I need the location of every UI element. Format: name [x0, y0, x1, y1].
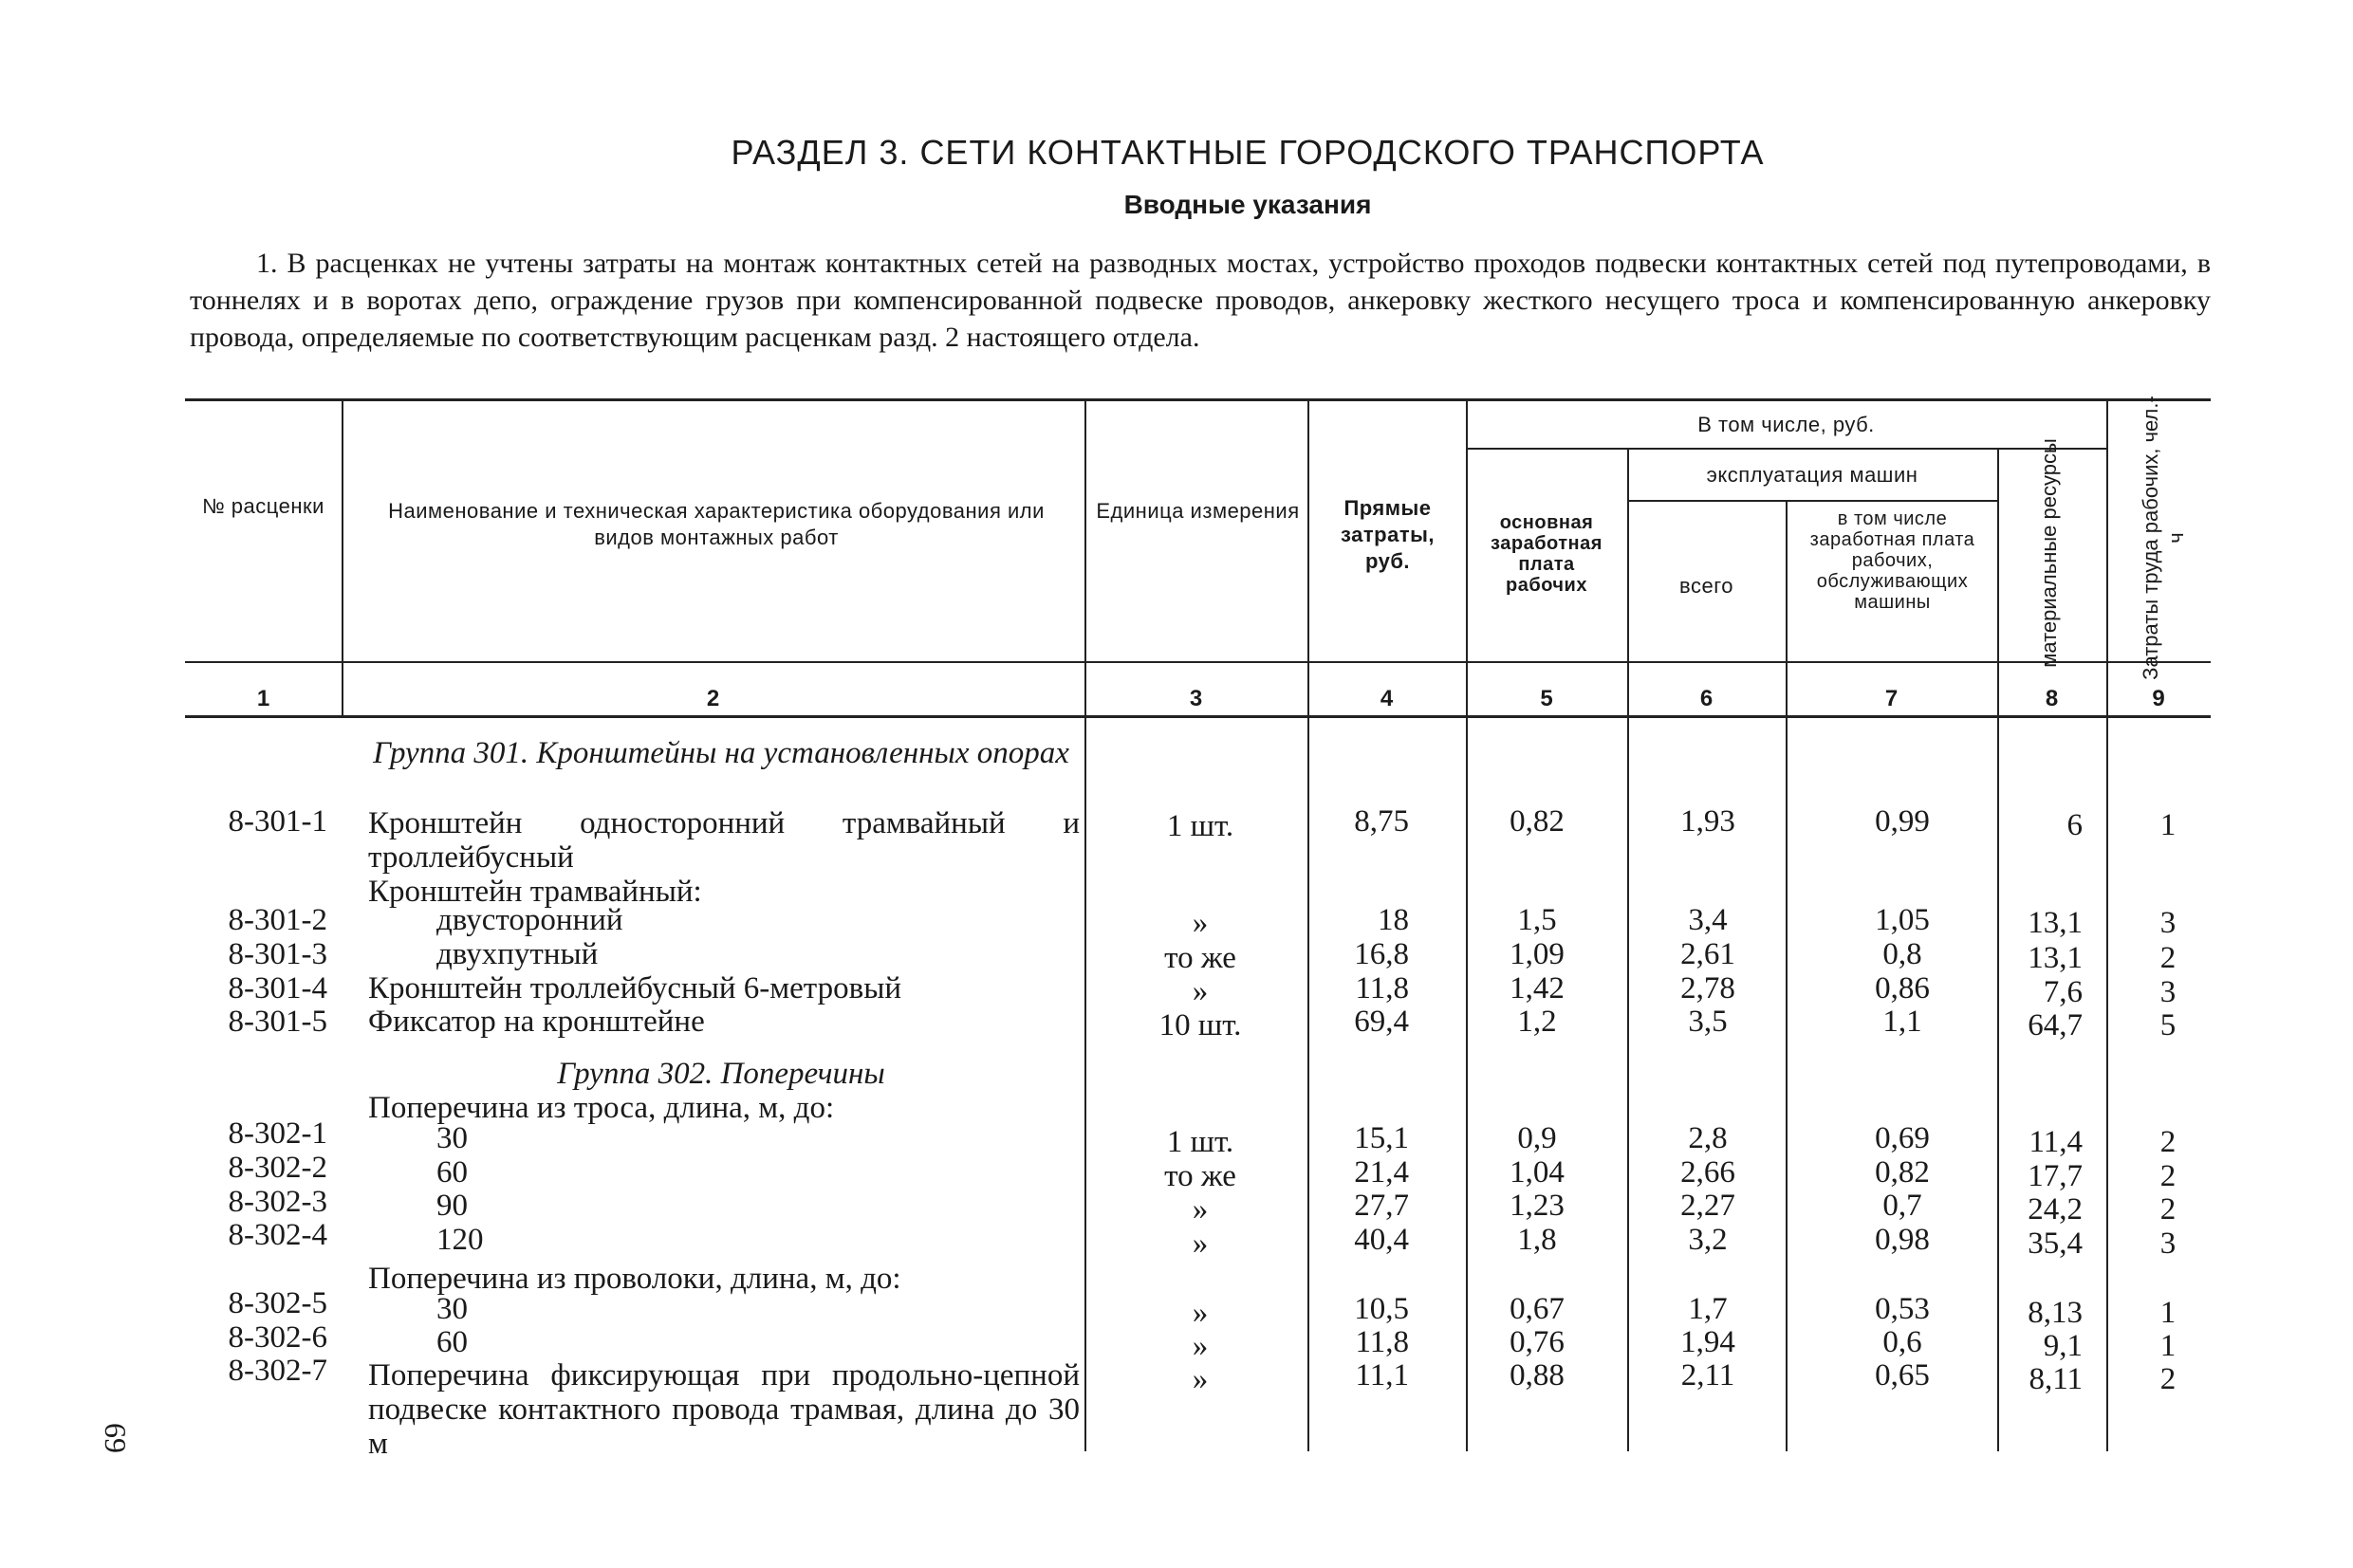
- colnum: 4: [1380, 686, 1394, 711]
- row-unit: »: [1192, 1362, 1209, 1396]
- row-wages: 1,04: [1510, 1155, 1565, 1190]
- row-code: 8-301-5: [228, 1005, 327, 1039]
- row-unit: »: [1192, 1329, 1209, 1363]
- row-direct-cost: 11,8: [1355, 971, 1409, 1005]
- header-col5: основная заработная плата рабочих: [1491, 512, 1603, 596]
- row-direct-cost: 8,75: [1354, 804, 1409, 839]
- row-wages: 1,23: [1510, 1189, 1565, 1223]
- intro-paragraph: 1. В расценках не учтены затраты на монтаж контактных сетей на разводных мостах, устройство проходов подвески контактных сетей под путепроводами, в тоннелях и в воротах депо, ограждение грузов при компенсированной подвеске проводов, анкеровку жесткого несущего троса и компенсированную анкеровку провода, определяемые по соответствующим расценкам разд. 2 настоящего отдела.: [190, 248, 2211, 353]
- row-code: 8-302-5: [228, 1286, 327, 1320]
- row-machines-total: 2,61: [1680, 937, 1735, 971]
- row-unit: 1 шт.: [1166, 1125, 1234, 1159]
- row-unit: 1 шт.: [1166, 809, 1234, 843]
- row-code: 8-302-1: [228, 1116, 327, 1151]
- row-materials: 17,7: [2028, 1159, 2083, 1193]
- subheading-cable-crossbar: Поперечина из троса, длина, м, до:: [368, 1091, 835, 1125]
- table-top-rule: [185, 398, 2211, 401]
- row-machines-wages: 0,53: [1875, 1292, 1930, 1326]
- row-direct-cost: 10,5: [1354, 1292, 1409, 1326]
- row-materials: 6: [2066, 808, 2083, 842]
- colnum: 8: [2045, 686, 2059, 711]
- row-wages: 1,09: [1510, 937, 1565, 971]
- header-col8: материальные ресурсы: [2037, 438, 2061, 668]
- colnum-bottom-rule: [185, 715, 2211, 718]
- row-name: 60: [436, 1325, 468, 1359]
- colnum: 7: [1884, 686, 1899, 711]
- row-name: двусторонний: [436, 903, 623, 937]
- colnum: 2: [706, 686, 720, 711]
- row-materials: 8,11: [2029, 1362, 2083, 1396]
- header-col1: № расценки: [202, 494, 324, 518]
- vrule: [1084, 398, 1086, 715]
- colnum: 3: [1189, 686, 1203, 711]
- row-materials: 11,4: [2029, 1125, 2083, 1159]
- row-labor: 5: [2159, 1008, 2177, 1042]
- row-name: двухпутный: [436, 937, 599, 971]
- row-machines-wages: 0,8: [1882, 937, 1922, 971]
- row-unit: »: [1192, 1296, 1209, 1330]
- row-wages: 1,42: [1510, 971, 1565, 1005]
- row-labor: 2: [2159, 1159, 2177, 1193]
- row-labor: 2: [2159, 1192, 2177, 1227]
- row-machines-wages: 0,6: [1882, 1325, 1922, 1359]
- header-col4: Прямые затраты, руб.: [1340, 496, 1435, 573]
- row-code: 8-302-3: [228, 1185, 327, 1219]
- row-labor: 2: [2159, 1125, 2177, 1159]
- row-direct-cost: 69,4: [1354, 1005, 1409, 1039]
- row-machines-wages: 1,05: [1875, 903, 1930, 937]
- row-machines-total: 1,93: [1680, 804, 1735, 839]
- row-code: 8-302-2: [228, 1151, 327, 1185]
- subheading-wire-crossbar: Поперечина из проволоки, длина, м, до:: [368, 1262, 901, 1296]
- vrule: [1466, 715, 1468, 1451]
- row-wages: 1,8: [1517, 1223, 1557, 1257]
- header-col6: всего: [1679, 574, 1733, 598]
- header-machines: эксплуатация машин: [1706, 463, 1918, 487]
- row-labor: 3: [2159, 1227, 2177, 1261]
- row-code: 8-301-3: [228, 937, 327, 971]
- row-machines-total: 1,94: [1680, 1325, 1735, 1359]
- row-materials: 7,6: [2043, 975, 2083, 1009]
- vrule: [1997, 448, 1999, 715]
- row-machines-wages: 1,1: [1882, 1005, 1922, 1039]
- header-col9: Затраты труда рабочих, чел.-ч: [2139, 396, 2188, 680]
- row-machines-wages: 0,99: [1875, 804, 1930, 839]
- colnum: 1: [256, 686, 270, 711]
- row-unit: то же: [1164, 1159, 1236, 1193]
- row-unit: »: [1192, 1227, 1209, 1261]
- row-machines-total: 3,2: [1688, 1223, 1728, 1257]
- row-labor: 1: [2159, 808, 2177, 842]
- row-labor: 1: [2159, 1296, 2177, 1330]
- row-unit: »: [1192, 974, 1209, 1008]
- header-col3: Единица измерения: [1096, 499, 1300, 523]
- row-labor: 3: [2159, 906, 2177, 940]
- incl-rule: [1466, 448, 2106, 450]
- row-code: 8-302-7: [228, 1354, 327, 1388]
- section-title: РАЗДЕЛ 3. СЕТИ КОНТАКТНЫЕ ГОРОДСКОГО ТРАНСПОРТА: [731, 133, 1765, 172]
- row-machines-wages: 0,69: [1875, 1121, 1930, 1155]
- row-wages: 1,5: [1517, 903, 1557, 937]
- row-labor: 2: [2159, 941, 2177, 975]
- row-direct-cost: 11,1: [1355, 1358, 1409, 1393]
- subheading-tram-bracket: Кронштейн трамвайный:: [368, 875, 702, 909]
- row-materials: 8,13: [2028, 1296, 2083, 1330]
- row-machines-total: 2,8: [1688, 1121, 1728, 1155]
- vrule: [342, 398, 343, 715]
- row-name: 30: [436, 1292, 468, 1326]
- row-wages: 0,76: [1510, 1325, 1565, 1359]
- row-wages: 0,9: [1517, 1121, 1557, 1155]
- row-name: 90: [436, 1189, 468, 1223]
- page-number: 69: [99, 1423, 133, 1453]
- row-name: Кронштейн троллейбусный 6-метровый: [368, 971, 902, 1005]
- header-col7: в том числе заработная плата рабочих, обслуживающих машины: [1809, 508, 1975, 613]
- row-materials: 9,1: [2043, 1329, 2083, 1363]
- row-wages: 0,88: [1510, 1358, 1565, 1393]
- row-machines-total: 2,27: [1680, 1189, 1735, 1223]
- vrule: [1466, 398, 1468, 715]
- row-direct-cost: 16,8: [1354, 937, 1409, 971]
- row-name: 60: [436, 1155, 468, 1190]
- row-materials: 13,1: [2028, 906, 2083, 940]
- row-name: Кронштейн односторонний трамвайный и троллейбусный: [368, 806, 1080, 875]
- row-materials: 64,7: [2028, 1008, 2083, 1042]
- machines-rule: [1627, 500, 1997, 502]
- vrule: [1786, 715, 1788, 1451]
- row-unit: 10 шт.: [1158, 1008, 1242, 1042]
- row-direct-cost: 18: [1378, 903, 1409, 937]
- row-machines-wages: 0,98: [1875, 1223, 1930, 1257]
- group-heading-302: Группа 302. Поперечины: [557, 1057, 885, 1091]
- row-wages: 1,2: [1517, 1005, 1557, 1039]
- colnum: 9: [2152, 686, 2165, 711]
- row-unit: »: [1192, 906, 1209, 940]
- row-machines-total: 3,4: [1688, 903, 1728, 937]
- group-heading-301: Группа 301. Кронштейны на установленных опорах: [373, 736, 1069, 770]
- header-incl: В том числе, руб.: [1697, 413, 1875, 436]
- row-wages: 0,82: [1510, 804, 1565, 839]
- row-machines-wages: 0,7: [1882, 1189, 1922, 1223]
- row-machines-total: 2,66: [1680, 1155, 1735, 1190]
- subtitle: Вводные указания: [1123, 190, 1372, 219]
- row-materials: 24,2: [2028, 1192, 2083, 1227]
- vrule: [2106, 398, 2108, 715]
- row-name: 120: [436, 1223, 484, 1257]
- row-code: 8-302-4: [228, 1218, 327, 1252]
- row-labor: 3: [2159, 975, 2177, 1009]
- row-code: 8-301-4: [228, 971, 327, 1005]
- row-code: 8-301-2: [228, 903, 327, 937]
- row-labor: 1: [2159, 1329, 2177, 1363]
- header-col2: Наименование и техническая характеристика оборудования или видов монтажных работ: [388, 499, 1045, 549]
- row-direct-cost: 27,7: [1354, 1189, 1409, 1223]
- row-code: 8-301-1: [228, 804, 327, 839]
- row-name: Фиксатор на кронштейне: [368, 1005, 705, 1039]
- header-bottom-rule: [185, 661, 2211, 663]
- row-name: Поперечина фиксирующая при продольно-цепной подвеске контактного провода трамвая, длина до 30 м: [368, 1358, 1080, 1461]
- row-name: 30: [436, 1121, 468, 1155]
- row-machines-total: 3,5: [1688, 1005, 1728, 1039]
- vrule: [1307, 398, 1309, 715]
- row-direct-cost: 40,4: [1354, 1223, 1409, 1257]
- row-labor: 2: [2159, 1362, 2177, 1396]
- row-machines-total: 2,11: [1680, 1358, 1735, 1393]
- row-materials: 35,4: [2028, 1227, 2083, 1261]
- row-unit: »: [1192, 1192, 1209, 1227]
- row-machines-wages: 0,82: [1875, 1155, 1930, 1190]
- row-machines-wages: 0,65: [1875, 1358, 1930, 1393]
- colnum: 6: [1699, 686, 1714, 711]
- row-machines-total: 1,7: [1688, 1292, 1728, 1326]
- vrule: [2106, 715, 2108, 1451]
- row-wages: 0,67: [1510, 1292, 1565, 1326]
- row-machines-total: 2,78: [1680, 971, 1735, 1005]
- row-unit: то же: [1164, 941, 1236, 975]
- row-direct-cost: 15,1: [1354, 1121, 1409, 1155]
- vrule: [1627, 715, 1629, 1451]
- row-code: 8-302-6: [228, 1320, 327, 1355]
- row-direct-cost: 21,4: [1354, 1155, 1409, 1190]
- row-machines-wages: 0,86: [1875, 971, 1930, 1005]
- row-direct-cost: 11,8: [1355, 1325, 1409, 1359]
- colnum: 5: [1540, 686, 1553, 711]
- row-materials: 13,1: [2028, 941, 2083, 975]
